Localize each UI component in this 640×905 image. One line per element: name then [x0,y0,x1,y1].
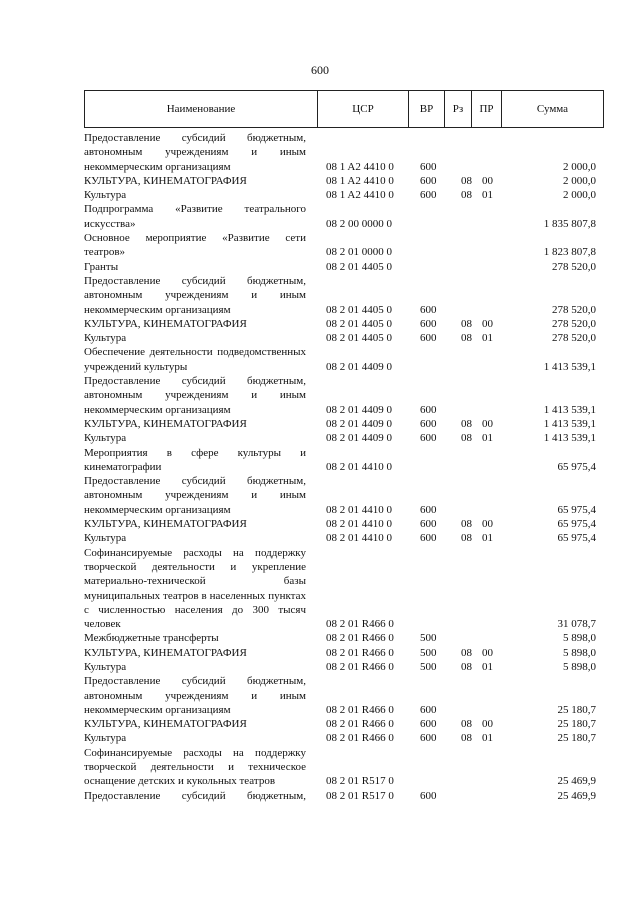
header-vr: ВР [408,91,444,127]
row-sum: 25 180,7 [557,732,596,745]
header-name: Наименование [166,103,236,115]
row-rz: 08 [461,417,472,430]
row-name: Предоставление субсидий бюджетным, автономным учреждениям и иным некоммерческим организациям [84,132,306,173]
row-sum: 2 000,0 [563,174,596,187]
table-row [84,660,604,674]
row-vr: 600 [420,303,437,316]
row-vr: 600 [420,532,437,545]
header-rz: Рз [444,91,471,127]
row-vr: 600 [420,332,437,345]
row-sum: 5 898,0 [563,660,596,673]
row-name: Предоставление субсидий бюджетным, автономным учреждениям и иным некоммерческим организациям [84,274,306,316]
row-vr: 600 [420,732,437,745]
table-row [84,260,604,274]
row-csr: 08 2 01 R466 0 [326,618,394,631]
row-pr: 00 [482,518,493,531]
row-name: Культура [84,532,127,545]
row-sum: 278 520,0 [552,332,596,345]
row-rz: 08 [461,646,472,659]
row-pr: 00 [482,317,493,330]
row-vr: 600 [420,718,437,731]
row-name: Предоставление субсидий бюджетным, автономным учреждениям и иным некоммерческим организациям [84,475,306,516]
table-row [84,474,604,517]
row-sum: 278 520,0 [552,303,596,316]
table-row [84,746,604,789]
table-row [84,331,604,345]
row-name: Культура [84,332,127,345]
row-sum: 5 898,0 [563,646,596,659]
row-name: Культура [84,660,127,673]
row-sum: 1 835 807,8 [543,217,596,230]
row-name: Софинансируемые расходы на поддержку творческой деятельности и укрепление материально-технической базы муниципальных театров в населенных пунктах с численностью населения до 300 тысяч человек [84,546,306,631]
row-sum: 1 413 539,1 [543,417,596,430]
row-csr: 08 2 01 R517 0 [326,775,394,788]
page-number: 600 [311,63,329,77]
row-csr: 08 2 01 4410 0 [326,503,392,516]
row-pr: 01 [482,332,493,345]
row-sum: 25 180,7 [557,703,596,716]
row-rz: 08 [461,660,472,673]
row-csr: 08 1 A2 4410 0 [326,189,394,202]
row-vr: 500 [420,646,437,659]
row-vr: 600 [420,317,437,330]
row-csr: 08 2 01 R466 0 [326,660,394,673]
table-row [84,717,604,731]
row-name: КУЛЬТУРА, КИНЕМАТОГРАФИЯ [84,417,247,430]
table-row [84,546,604,632]
table-row [84,202,604,231]
table-row [84,517,604,531]
row-name: КУЛЬТУРА, КИНЕМАТОГРАФИЯ [84,718,247,731]
row-pr: 00 [482,646,493,659]
row-sum: 25 180,7 [557,718,596,731]
row-pr: 01 [482,532,493,545]
row-pr: 00 [482,417,493,430]
table-body [84,131,604,803]
row-pr: 01 [482,189,493,202]
row-name: Софинансируемые расходы на поддержку творческой деятельности и техническое оснащение детских и кукольных театров [84,746,306,788]
row-sum: 25 469,9 [557,775,596,788]
table-row [84,274,604,317]
table-row [84,131,604,174]
row-pr: 01 [482,732,493,745]
row-csr: 08 2 01 4405 0 [326,332,392,345]
row-sum: 1 413 539,1 [543,403,596,416]
table-row [84,674,604,717]
row-sum: 1 413 539,1 [543,360,596,373]
row-csr: 08 2 01 R466 0 [326,703,394,716]
row-vr: 600 [420,703,437,716]
row-csr: 08 2 01 0000 0 [326,246,392,259]
row-csr: 08 2 01 R466 0 [326,718,394,731]
row-csr: 08 2 01 4410 0 [326,518,392,531]
table-row [84,789,604,803]
row-name: Предоставление субсидий бюджетным, [84,789,306,802]
row-name: Обеспечение деятельности подведомственных учреждений культуры [84,346,306,373]
row-csr: 08 2 01 4410 0 [326,460,392,473]
table-row [84,231,604,260]
row-rz: 08 [461,189,472,202]
table-row [84,317,604,331]
row-vr: 500 [420,632,437,645]
table-row [84,446,604,475]
row-name: Основное мероприятие «Развитие сети театров» [84,232,306,259]
row-vr: 600 [420,403,437,416]
row-vr: 600 [420,174,437,187]
row-sum: 25 469,9 [557,789,596,802]
row-csr: 08 2 01 4405 0 [326,303,392,316]
row-sum: 31 078,7 [557,618,596,631]
row-name: Подпрограмма «Развитие театрального искусства» [84,203,306,230]
header-csr: ЦСР [317,91,408,127]
row-rz: 08 [461,317,472,330]
header-pr: ПР [471,91,501,127]
row-csr: 08 2 01 R466 0 [326,632,394,645]
row-csr: 08 2 01 4409 0 [326,403,392,416]
row-pr: 00 [482,718,493,731]
row-csr: 08 2 01 4409 0 [326,432,392,445]
row-vr: 500 [420,660,437,673]
row-sum: 1 413 539,1 [543,432,596,445]
row-csr: 08 2 01 4409 0 [326,417,392,430]
row-name: Предоставление субсидий бюджетным, автономным учреждениям и иным некоммерческим организациям [84,675,306,716]
row-vr: 600 [420,518,437,531]
row-sum: 2 000,0 [563,160,596,173]
row-rz: 08 [461,718,472,731]
row-name: Культура [84,432,127,445]
row-csr: 08 1 A2 4410 0 [326,160,394,173]
table-row [84,531,604,545]
row-sum: 2 000,0 [563,189,596,202]
table-row [84,188,604,202]
row-name: Предоставление субсидий бюджетным, автономным учреждениям и иным некоммерческим организациям [84,375,306,416]
row-csr: 08 2 01 R517 0 [326,789,394,802]
table-row [84,631,604,645]
row-name: Мероприятия в сфере культуры и кинематографии [84,446,306,473]
row-vr: 600 [420,189,437,202]
row-pr: 00 [482,174,493,187]
row-name: Культура [84,732,127,745]
row-name: Гранты [84,260,119,273]
row-csr: 08 2 01 4409 0 [326,360,392,373]
row-name: Межбюджетные трансферты [84,632,219,645]
row-csr: 08 2 00 0000 0 [326,217,392,230]
row-csr: 08 1 A2 4410 0 [326,174,394,187]
row-sum: 65 975,4 [557,518,596,531]
row-vr: 600 [420,417,437,430]
row-vr: 600 [420,789,437,802]
row-rz: 08 [461,332,472,345]
row-rz: 08 [461,732,472,745]
row-vr: 600 [420,503,437,516]
row-sum: 278 520,0 [552,317,596,330]
row-sum: 65 975,4 [557,460,596,473]
row-csr: 08 2 01 4405 0 [326,317,392,330]
row-vr: 600 [420,432,437,445]
row-rz: 08 [461,532,472,545]
header-sum: Сумма [501,91,603,127]
row-csr: 08 2 01 R466 0 [326,646,394,659]
table-row [84,731,604,745]
table-header [84,90,604,128]
row-csr: 08 2 01 R466 0 [326,732,394,745]
row-csr: 08 2 01 4405 0 [326,260,392,273]
row-sum: 1 823 807,8 [543,246,596,259]
table-row [84,345,604,374]
row-rz: 08 [461,432,472,445]
table-row [84,374,604,417]
table-row [84,646,604,660]
row-sum: 65 975,4 [557,503,596,516]
row-rz: 08 [461,174,472,187]
table-row [84,431,604,445]
row-csr: 08 2 01 4410 0 [326,532,392,545]
row-name: Культура [84,189,127,202]
row-sum: 5 898,0 [563,632,596,645]
table-row [84,174,604,188]
row-name: КУЛЬТУРА, КИНЕМАТОГРАФИЯ [84,317,247,330]
row-pr: 01 [482,432,493,445]
row-pr: 01 [482,660,493,673]
row-name: КУЛЬТУРА, КИНЕМАТОГРАФИЯ [84,518,247,531]
row-rz: 08 [461,518,472,531]
row-sum: 65 975,4 [557,532,596,545]
row-name: КУЛЬТУРА, КИНЕМАТОГРАФИЯ [84,174,247,187]
row-sum: 278 520,0 [552,260,596,273]
row-vr: 600 [420,160,437,173]
row-name: КУЛЬТУРА, КИНЕМАТОГРАФИЯ [84,646,247,659]
table-row [84,417,604,431]
